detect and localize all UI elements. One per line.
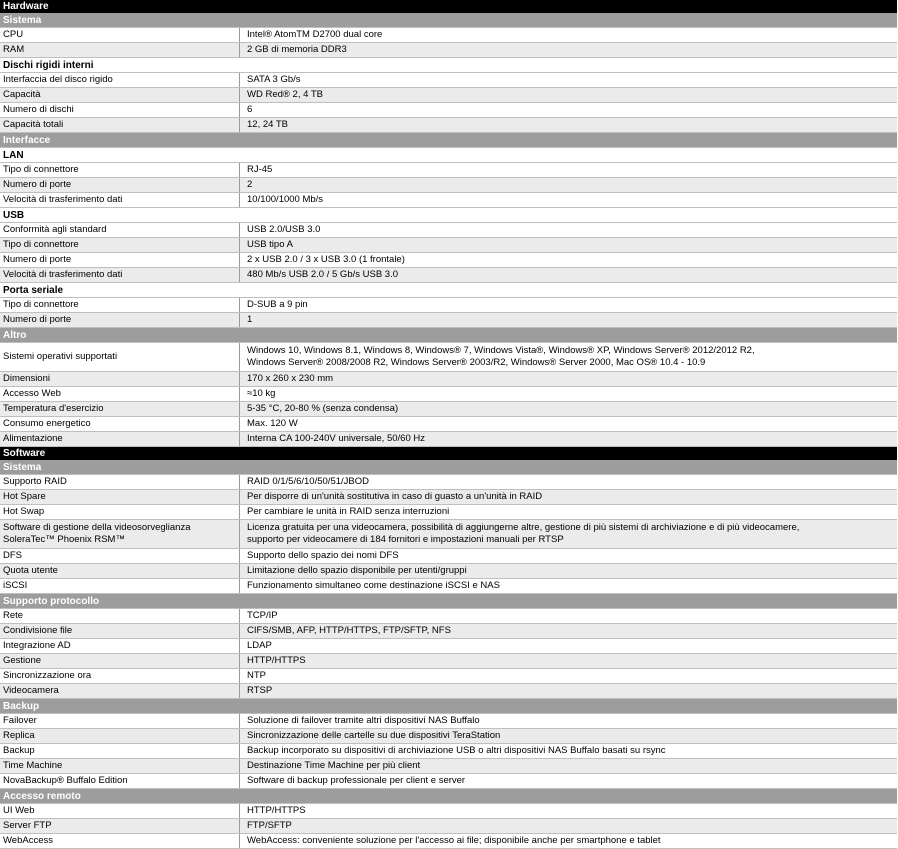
spec-label [0, 684, 240, 698]
spec-row [0, 774, 897, 789]
spec-value-text: USB 2.0/USB 3.0 [247, 224, 321, 235]
spec-value-text: Limitazione dello spazio disponibile per utenti/gruppi [247, 565, 467, 576]
spec-label-text: Sistemi operativi supportati [3, 351, 118, 362]
spec-label-text: Server FTP [3, 820, 52, 831]
spec-value-text: Interna CA 100-240V universale, 50/60 Hz [247, 433, 425, 444]
spec-label [0, 88, 240, 102]
spec-row [0, 178, 897, 193]
spec-value [240, 103, 897, 117]
group-header: Interfacce [0, 133, 897, 148]
spec-value-text: 6 [247, 104, 253, 115]
spec-label-text: Alimentazione [3, 433, 63, 444]
spec-value [240, 238, 897, 252]
spec-row [0, 253, 897, 268]
spec-label [0, 819, 240, 833]
spec-value [240, 387, 897, 401]
spec-value [240, 432, 897, 446]
spec-label-text: Gestione [3, 655, 42, 666]
spec-value [240, 118, 897, 132]
spec-value [240, 88, 897, 102]
spec-label-text: NovaBackup® Buffalo Edition [3, 775, 128, 786]
spec-label-text: Tipo di connettore [3, 299, 79, 310]
spec-value [240, 402, 897, 416]
spec-row [0, 193, 897, 208]
spec-value [240, 804, 897, 818]
spec-label [0, 387, 240, 401]
spec-row [0, 28, 897, 43]
spec-label-text: Integrazione AD [3, 640, 71, 651]
spec-row [0, 118, 897, 133]
spec-label [0, 579, 240, 593]
spec-label-text: Tipo di connettore [3, 239, 79, 250]
spec-label [0, 490, 240, 504]
spec-label-text: Hot Spare [3, 491, 46, 502]
spec-value [240, 759, 897, 773]
section-header: Software [0, 447, 897, 460]
spec-label-text: UI Web [3, 805, 35, 816]
spec-row [0, 103, 897, 118]
spec-value [240, 253, 897, 267]
spec-value [240, 520, 897, 548]
spec-label [0, 669, 240, 683]
spec-value-text: Licenza gratuita per una videocamera, possibilità di aggiungerne altre, gestione di più sistemi di archiviazione e di più videocamere, supporto per videocamere di 184 fornitori e impostazioni manuali per RTSP [247, 522, 800, 545]
spec-row [0, 549, 897, 564]
spec-row [0, 432, 897, 447]
spec-value-text: WD Red® 2, 4 TB [247, 89, 323, 100]
spec-label [0, 402, 240, 416]
spec-value [240, 73, 897, 87]
spec-row [0, 313, 897, 328]
spec-value [240, 654, 897, 668]
spec-label-text: Condivisione file [3, 625, 73, 636]
spec-value-text: RJ-45 [247, 164, 273, 175]
subgroup-header: Porta seriale [0, 283, 897, 298]
spec-value [240, 834, 897, 848]
spec-label [0, 298, 240, 312]
spec-value-text: ≈10 kg [247, 388, 276, 399]
spec-value-text: RTSP [247, 685, 273, 696]
spec-value-text: HTTP/HTTPS [247, 655, 306, 666]
spec-label [0, 43, 240, 57]
spec-value-text: Supporto dello spazio dei nomi DFS [247, 550, 399, 561]
spec-label [0, 103, 240, 117]
group-header: Supporto protocollo [0, 594, 897, 609]
spec-label-text: Tipo di connettore [3, 164, 79, 175]
spec-value-text: Max. 120 W [247, 418, 298, 429]
spec-value [240, 819, 897, 833]
spec-label [0, 834, 240, 848]
spec-value-text: Backup incorporato su dispositivi di archiviazione USB o altri dispositivi NAS Buffalo basati su rsync [247, 745, 666, 756]
spec-label-text: Velocità di trasferimento dati [3, 269, 123, 280]
section-header: Hardware [0, 0, 897, 13]
spec-label-text: Backup [3, 745, 35, 756]
spec-label-text: Numero di dischi [3, 104, 74, 115]
spec-row [0, 298, 897, 313]
spec-label [0, 118, 240, 132]
spec-label-text: Sincronizzazione ora [3, 670, 92, 681]
group-header: Altro [0, 328, 897, 343]
spec-value [240, 744, 897, 758]
spec-label-text: Rete [3, 610, 24, 621]
spec-value [240, 579, 897, 593]
spec-row [0, 609, 897, 624]
spec-label-text: Hot Swap [3, 506, 45, 517]
spec-value [240, 163, 897, 177]
spec-label-text: Temperatura d'esercizio [3, 403, 104, 414]
spec-value [240, 298, 897, 312]
subgroup-header: Dischi rigidi interni [0, 58, 897, 73]
spec-value-text: Per disporre di un'unità sostitutiva in caso di guasto a un'unità in RAID [247, 491, 543, 502]
spec-value [240, 684, 897, 698]
spec-row [0, 520, 897, 549]
spec-value-text: 12, 24 TB [247, 119, 289, 130]
spec-value-text: WebAccess: conveniente soluzione per l'accesso ai file; disponibile anche per smartphone e tablet [247, 835, 661, 846]
spec-label-text: Capacità [3, 89, 41, 100]
spec-value-text: 5-35 °C, 20-80 % (senza condensa) [247, 403, 399, 414]
spec-label [0, 313, 240, 327]
spec-value [240, 313, 897, 327]
spec-row [0, 654, 897, 669]
spec-label [0, 624, 240, 638]
spec-label-text: Supporto RAID [3, 476, 67, 487]
spec-label-text: Interfaccia del disco rigido [3, 74, 113, 85]
spec-label-text: Replica [3, 730, 35, 741]
spec-label-text: DFS [3, 550, 22, 561]
spec-value [240, 417, 897, 431]
spec-value-text: SATA 3 Gb/s [247, 74, 301, 85]
spec-value-text: Intel® AtomTM D2700 dual core [247, 29, 383, 40]
spec-value-text: RAID 0/1/5/6/10/50/51/JBOD [247, 476, 369, 487]
spec-label [0, 193, 240, 207]
spec-label-text: Velocità di trasferimento dati [3, 194, 123, 205]
spec-label-text: Numero di porte [3, 254, 72, 265]
group-header: Backup [0, 699, 897, 714]
spec-value [240, 343, 897, 371]
spec-label-text: Accesso Web [3, 388, 61, 399]
spec-value [240, 669, 897, 683]
spec-row [0, 729, 897, 744]
spec-label [0, 343, 240, 371]
group-header: Sistema [0, 13, 897, 28]
spec-row [0, 268, 897, 283]
spec-label-text: CPU [3, 29, 24, 40]
spec-value [240, 268, 897, 282]
spec-row [0, 417, 897, 432]
spec-label-text: Numero di porte [3, 179, 72, 190]
spec-value [240, 505, 897, 519]
spec-value [240, 639, 897, 653]
spec-value [240, 609, 897, 623]
spec-label-text: Conformità agli standard [3, 224, 107, 235]
spec-row [0, 639, 897, 654]
spec-row [0, 43, 897, 58]
spec-value-text: D-SUB a 9 pin [247, 299, 308, 310]
spec-row [0, 744, 897, 759]
spec-value [240, 729, 897, 743]
spec-value-text: USB tipo A [247, 239, 293, 250]
spec-value [240, 490, 897, 504]
spec-label-text: Videocamera [3, 685, 59, 696]
spec-row [0, 624, 897, 639]
spec-label [0, 774, 240, 788]
spec-row [0, 759, 897, 774]
spec-label [0, 609, 240, 623]
spec-label-text: Consumo energetico [3, 418, 91, 429]
spec-row [0, 490, 897, 505]
spec-value-text: HTTP/HTTPS [247, 805, 306, 816]
spec-label-text: Numero di porte [3, 314, 72, 325]
spec-value [240, 28, 897, 42]
spec-row [0, 505, 897, 520]
spec-label [0, 564, 240, 578]
spec-label-text: iSCSI [3, 580, 28, 591]
spec-row [0, 834, 897, 849]
spec-value-text: 1 [247, 314, 253, 325]
spec-value-text: TCP/IP [247, 610, 278, 621]
group-header: Accesso remoto [0, 789, 897, 804]
spec-label [0, 253, 240, 267]
spec-label [0, 804, 240, 818]
spec-value-text: 2 GB di memoria DDR3 [247, 44, 347, 55]
spec-label [0, 639, 240, 653]
spec-value-text: 2 x USB 2.0 / 3 x USB 3.0 (1 frontale) [247, 254, 405, 265]
spec-value-text: Software di backup professionale per client e server [247, 775, 466, 786]
spec-row [0, 73, 897, 88]
spec-value-text: 480 Mb/s USB 2.0 / 5 Gb/s USB 3.0 [247, 269, 399, 280]
spec-label [0, 417, 240, 431]
spec-row [0, 88, 897, 103]
spec-row [0, 579, 897, 594]
spec-value [240, 223, 897, 237]
spec-value-text: Per cambiare le unità in RAID senza interruzioni [247, 506, 450, 517]
spec-row [0, 669, 897, 684]
spec-value-text: Funzionamento simultaneo come destinazione iSCSI e NAS [247, 580, 500, 591]
spec-label-text: RAM [3, 44, 25, 55]
spec-value-text: Soluzione di failover tramite altri dispositivi NAS Buffalo [247, 715, 480, 726]
spec-value [240, 178, 897, 192]
spec-value [240, 774, 897, 788]
spec-value-text: LDAP [247, 640, 272, 651]
spec-value-text: Windows 10, Windows 8.1, Windows 8, Windows® 7, Windows Vista®, Windows® XP, Windows Server® 2012/2012 R2, Windows Server® 2008/2008 R2, Windows Server® 2003/R2, Windows® Server 2000, Mac OS® 10.4 - 10.9 [247, 345, 755, 368]
spec-value-text: CIFS/SMB, AFP, HTTP/HTTPS, FTP/SFTP, NFS [247, 625, 451, 636]
subgroup-header: USB [0, 208, 897, 223]
spec-label [0, 73, 240, 87]
spec-label [0, 520, 240, 548]
spec-row [0, 372, 897, 387]
spec-value-text: Destinazione Time Machine per più client [247, 760, 421, 771]
spec-value [240, 564, 897, 578]
spec-value-text: 2 [247, 179, 253, 190]
spec-value [240, 624, 897, 638]
group-header: Sistema [0, 460, 897, 475]
spec-label [0, 372, 240, 386]
spec-label-text: Dimensioni [3, 373, 50, 384]
spec-label [0, 163, 240, 177]
spec-value [240, 475, 897, 489]
spec-label [0, 238, 240, 252]
spec-row [0, 387, 897, 402]
spec-label [0, 223, 240, 237]
spec-value-text: 10/100/1000 Mb/s [247, 194, 324, 205]
spec-label-text: Time Machine [3, 760, 63, 771]
spec-label [0, 475, 240, 489]
spec-value-text: FTP/SFTP [247, 820, 292, 831]
spec-label [0, 744, 240, 758]
spec-row [0, 475, 897, 490]
spec-row [0, 402, 897, 417]
spec-value-text: NTP [247, 670, 266, 681]
spec-label-text: Capacità totali [3, 119, 64, 130]
spec-label [0, 28, 240, 42]
spec-row [0, 684, 897, 699]
spec-label [0, 549, 240, 563]
spec-row [0, 343, 897, 372]
spec-row [0, 804, 897, 819]
spec-value [240, 372, 897, 386]
spec-label [0, 178, 240, 192]
spec-label [0, 505, 240, 519]
spec-row [0, 238, 897, 253]
spec-label [0, 759, 240, 773]
spec-value-text: 170 x 260 x 230 mm [247, 373, 334, 384]
spec-label-text: Software di gestione della videosorveglianza SoleraTec™ Phoenix RSM™ [3, 522, 191, 545]
spec-row [0, 223, 897, 238]
spec-label [0, 729, 240, 743]
spec-row [0, 163, 897, 178]
spec-value [240, 43, 897, 57]
spec-label [0, 268, 240, 282]
subgroup-header: LAN [0, 148, 897, 163]
spec-label-text: WebAccess [3, 835, 53, 846]
spec-label-text: Failover [3, 715, 37, 726]
spec-label [0, 714, 240, 728]
spec-label [0, 432, 240, 446]
spec-row [0, 714, 897, 729]
spec-label-text: Quota utente [3, 565, 58, 576]
spec-value [240, 714, 897, 728]
spec-value-text: Sincronizzazione delle cartelle su due dispositivi TeraStation [247, 730, 501, 741]
spec-value [240, 549, 897, 563]
spec-label [0, 654, 240, 668]
spec-row [0, 564, 897, 579]
spec-value [240, 193, 897, 207]
